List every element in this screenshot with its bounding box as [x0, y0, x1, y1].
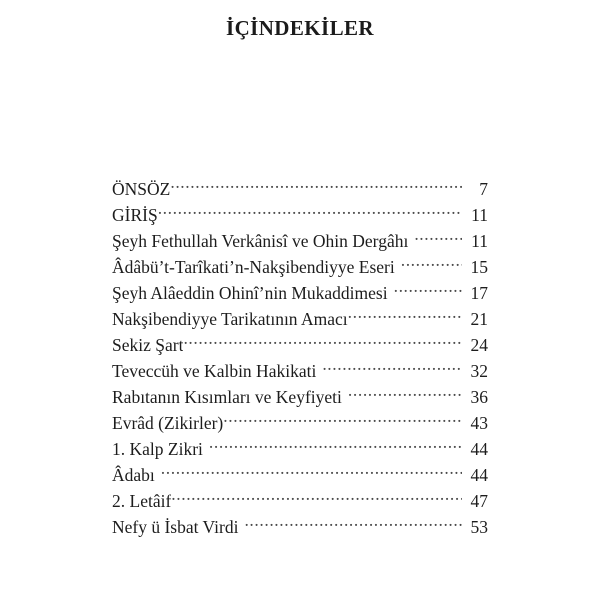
toc-entry-label: Âdabı [112, 465, 155, 485]
toc-entry-page-number: 11 [471, 231, 488, 251]
toc-entry[interactable] [112, 462, 488, 488]
toc-entry[interactable] [112, 332, 488, 358]
toc-entry[interactable] [112, 280, 488, 306]
toc-leader-dots [244, 516, 462, 534]
toc-entry[interactable] [112, 306, 488, 332]
toc-leader-dots [161, 464, 462, 482]
toc-entry[interactable] [112, 176, 488, 202]
toc-entry-page-number: 44 [470, 439, 488, 459]
toc-leader-dots [209, 438, 462, 456]
toc-leader-dots [414, 230, 462, 248]
toc-entry-page-number: 7 [479, 179, 488, 199]
toc-entry[interactable] [112, 488, 488, 514]
toc-entry-page-number: 15 [470, 257, 488, 277]
toc-entry-label: Nefy ü İsbat Virdi [112, 517, 239, 537]
toc-entry-label: 1. Kalp Zikri [112, 439, 203, 459]
toc-entry-label: Şeyh Fethullah Verkânisî ve Ohin Dergâhı [112, 231, 409, 251]
toc-entry[interactable] [112, 384, 488, 410]
page-title: İÇİNDEKİLER [226, 16, 374, 40]
toc-entry-page-number: 24 [470, 335, 488, 355]
toc-entry-label: Sekiz Şart [112, 335, 184, 355]
toc-entry-label: GİRİŞ [112, 205, 158, 225]
toc-leader-dots [170, 178, 462, 196]
toc-entry-page-number: 36 [470, 387, 488, 407]
toc-leader-dots [322, 360, 462, 378]
toc-leader-dots [348, 386, 462, 404]
toc-leader-dots [394, 282, 462, 300]
toc-entry-label: ÖNSÖZ [112, 179, 171, 199]
toc-leader-dots [401, 256, 462, 274]
toc-leader-dots [223, 412, 462, 430]
toc-entry-label: Âdâbü’t-Tarîkati’n-Nakşibendiyye Eseri [112, 257, 395, 277]
toc-entry-page-number: 32 [470, 361, 488, 381]
toc-leader-dots [171, 490, 462, 508]
toc-entry-page-number: 21 [470, 309, 488, 329]
toc-entry[interactable] [112, 202, 488, 228]
toc-leader-dots [183, 334, 462, 352]
toc-entry-page-number: 43 [470, 413, 488, 433]
toc-entry[interactable] [112, 254, 488, 280]
toc-entry[interactable] [112, 410, 488, 436]
toc-entry-page-number: 53 [470, 517, 488, 537]
toc-entry-label: Evrâd (Zikirler) [112, 413, 224, 433]
toc-leader-dots [348, 308, 462, 326]
toc-entry-page-number: 17 [470, 283, 488, 303]
toc-entry-label: Şeyh Alâeddin Ohinî’nin Mukaddimesi [112, 283, 388, 303]
toc-entry-page-number: 47 [470, 491, 488, 511]
toc-leader-dots [158, 204, 462, 222]
toc-entry-label: Nakşibendiyye Tarikatının Amacı [112, 309, 348, 329]
toc-entry-label: 2. Letâif [112, 491, 172, 511]
toc-entry-label: Rabıtanın Kısımları ve Keyfiyeti [112, 387, 342, 407]
toc-entry[interactable] [112, 228, 488, 254]
toc-entry[interactable] [112, 358, 488, 384]
toc-entry[interactable] [112, 436, 488, 462]
toc-entry-label: Teveccüh ve Kalbin Hakikati [112, 361, 317, 381]
toc-entry-page-number: 44 [470, 465, 488, 485]
toc-entry-page-number: 11 [471, 205, 488, 225]
toc-entry[interactable] [112, 514, 488, 540]
toc-list [112, 176, 488, 540]
